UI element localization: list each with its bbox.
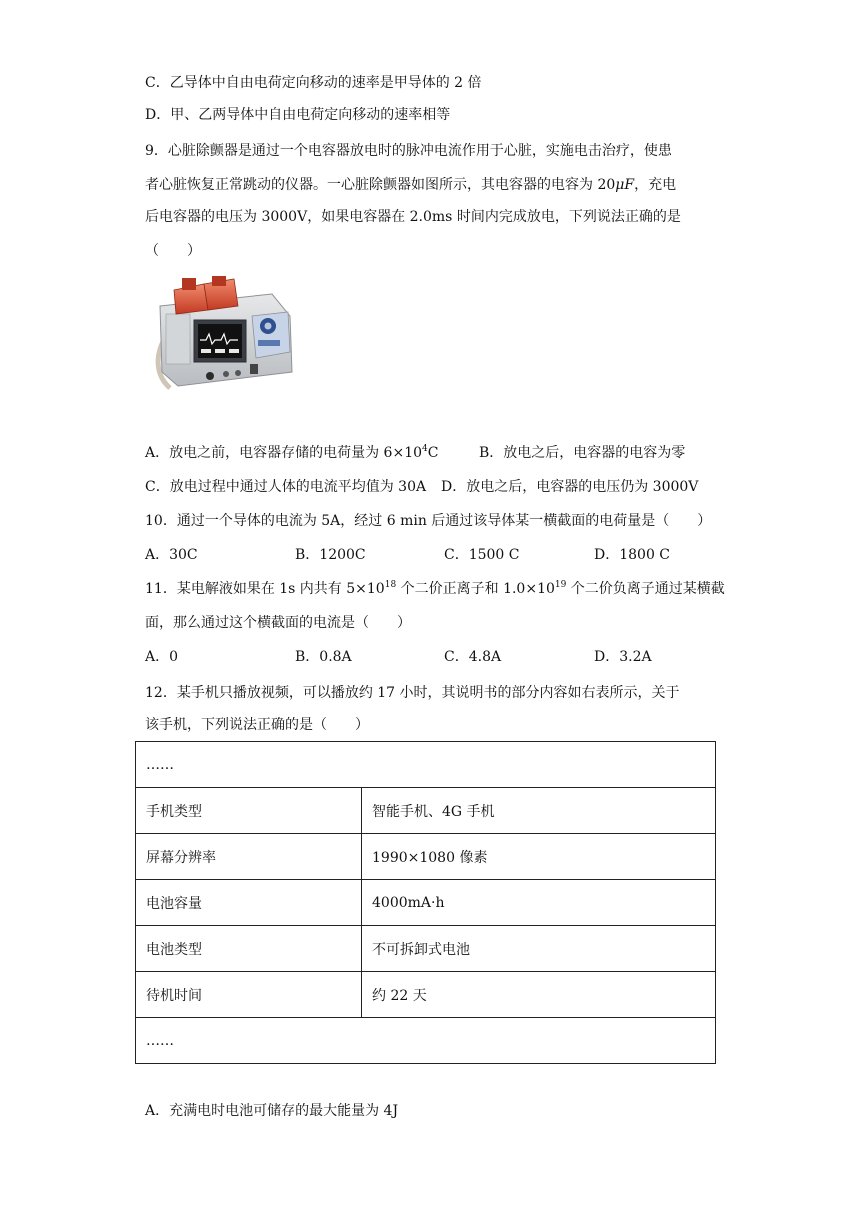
q12-option-a: A．充满电时电池可储存的最大能量为 4J — [145, 1103, 399, 1119]
q9-option-d: D．放电之后，电容器的电压仍为 3000V — [441, 479, 699, 495]
q10-option-a: A．30C — [145, 547, 198, 563]
q9-stem-line2-text: 者心脏恢复正常跳动的仪器。一心脏除颤器如图所示，其电容器的电容为 20 — [145, 177, 616, 193]
spec-table — [135, 741, 716, 1064]
q9-stem-line1: 9．心脏除颤器是通过一个电容器放电时的脉冲电流作用于心脏，实施电击治疗，使患 — [145, 143, 672, 159]
q11-exp2: 19 — [554, 580, 567, 590]
capacitance-unit: μF — [615, 177, 635, 193]
q8-option-d: D．甲、乙两导体中自由电荷定向移动的速率相等 — [145, 107, 451, 123]
table-row — [136, 880, 716, 926]
q11-stem-line1 — [145, 579, 725, 599]
q11-stem-part1: 11．某电解液如果在 1s 内共有 5×10 — [145, 581, 385, 597]
table-row — [136, 788, 716, 834]
q9-option-a-text: A．放电之前，电容器存储的电荷量为 6×10 — [145, 445, 423, 461]
q11-stem-part3: 个二价负离子通过某横截 — [566, 581, 725, 597]
table-cell-key: 电池类型 — [136, 926, 362, 972]
table-cell-value: 智能手机、4G 手机 — [362, 788, 716, 834]
q10-option-b: B．1200C — [295, 547, 366, 563]
q9-option-a-exp: 4 — [422, 444, 428, 454]
q11-stem-part2: 个二价正离子和 1.0×10 — [396, 581, 555, 597]
q8-option-c: C．乙导体中自由电荷定向移动的速率是甲导体的 2 倍 — [145, 75, 482, 91]
table-row — [136, 1018, 716, 1064]
q12-stem-line1: 12．某手机只播放视频，可以播放约 17 小时，其说明书的部分内容如右表所示，关于 — [145, 685, 680, 701]
q10-option-c: C．1500 C — [444, 547, 520, 563]
table-cell-value: 4000mA·h — [362, 880, 716, 926]
table-row — [136, 742, 716, 788]
table-cell-value: 1990×1080 像素 — [362, 834, 716, 880]
q9-option-c: C．放电过程中通过人体的电流平均值为 30A — [145, 479, 427, 495]
q11-option-d: D．3.2A — [594, 649, 652, 665]
table-cell-value: 不可拆卸式电池 — [362, 926, 716, 972]
table-row — [136, 834, 716, 880]
table-cell-key: 手机类型 — [136, 788, 362, 834]
table-cell-key: 待机时间 — [136, 972, 362, 1018]
table-ellipsis-bottom: …… — [136, 1018, 716, 1064]
table-cell-key: 电池容量 — [136, 880, 362, 926]
q10-option-d: D．1800 C — [594, 547, 671, 563]
table-ellipsis-top: …… — [136, 742, 716, 788]
table-cell-key: 屏幕分辨率 — [136, 834, 362, 880]
q9-stem-line2-tail: ，充电 — [634, 177, 677, 193]
q9-stem-line2 — [145, 175, 676, 195]
q11-option-a: A．0 — [145, 649, 179, 665]
q11-exp1: 18 — [384, 580, 397, 590]
defibrillator-icon — [152, 276, 298, 394]
q9-option-a-unit: C — [427, 445, 439, 461]
q11-option-c: C．4.8A — [444, 649, 502, 665]
q11-stem-line2: 面，那么通过这个横截面的电流是（ ） — [145, 615, 411, 631]
q9-stem-line4: （ ） — [145, 243, 201, 259]
table-row — [136, 926, 716, 972]
table-row — [136, 972, 716, 1018]
q11-option-b: B．0.8A — [295, 649, 352, 665]
q9-option-b: B．放电之后，电容器的电容为零 — [479, 445, 686, 461]
q9-option-a — [145, 443, 438, 463]
q10-stem: 10．通过一个导体的电流为 5A，经过 6 min 后通过该导体某一横截面的电荷量是（ ） — [145, 513, 712, 529]
q12-stem-line2: 该手机，下列说法正确的是（ ） — [145, 717, 369, 733]
q9-stem-line3: 后电容器的电压为 3000V，如果电容器在 2.0ms 时间内完成放电，下列说法正确的是 — [145, 209, 681, 225]
table-cell-value: 约 22 天 — [362, 972, 716, 1018]
